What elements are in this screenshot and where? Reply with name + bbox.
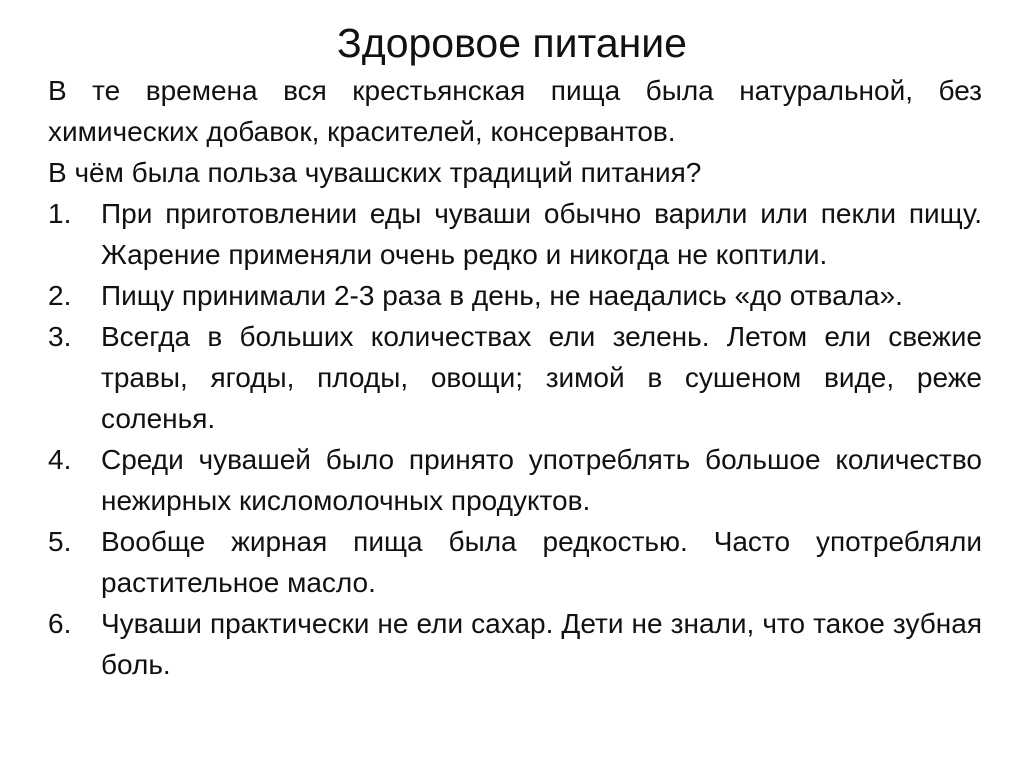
slide-content: [48, 70, 982, 685]
list-item-text: Среди чувашей было принято употреблять большое количество нежирных кисломолочных продуктов.: [101, 444, 982, 516]
list-item: [48, 521, 982, 603]
list-item: [48, 275, 982, 316]
list-item-number: 2.: [48, 280, 72, 311]
list-item: [48, 439, 982, 521]
slide-title: Здоровое питание: [337, 20, 687, 66]
list-item-text: Вообще жирная пища была редкостью. Часто употребляли растительное масло.: [101, 526, 982, 598]
list-item-text: Всегда в больших количествах ели зелень. Летом ели свежие травы, ягоды, плоды, овощи; зимой в сушеном виде, реже соленья.: [101, 321, 982, 434]
list-item: [48, 603, 982, 685]
list-item-number: 6.: [48, 608, 72, 639]
intro-paragraph: В те времена вся крестьянская пища была натуральной, без химических добавок, красителей, консервантов.: [48, 75, 982, 147]
benefits-list: [48, 193, 982, 685]
list-item: [48, 193, 982, 275]
list-item-text: При приготовлении еды чуваши обычно варили или пекли пищу. Жарение применяли очень редко и никогда не коптили.: [101, 198, 982, 270]
list-item: [48, 316, 982, 439]
list-item-number: 4.: [48, 444, 72, 475]
list-item-number: 5.: [48, 526, 72, 557]
list-item-text: Чуваши практически не ели сахар. Дети не знали, что такое зубная боль.: [101, 608, 982, 680]
list-item-number: 3.: [48, 321, 72, 352]
question-paragraph: В чём была польза чувашских традиций питания?: [48, 157, 702, 188]
list-item-number: 1.: [48, 198, 72, 229]
list-item-text: Пищу принимали 2-3 раза в день, не наедались «до отвала».: [101, 280, 903, 311]
